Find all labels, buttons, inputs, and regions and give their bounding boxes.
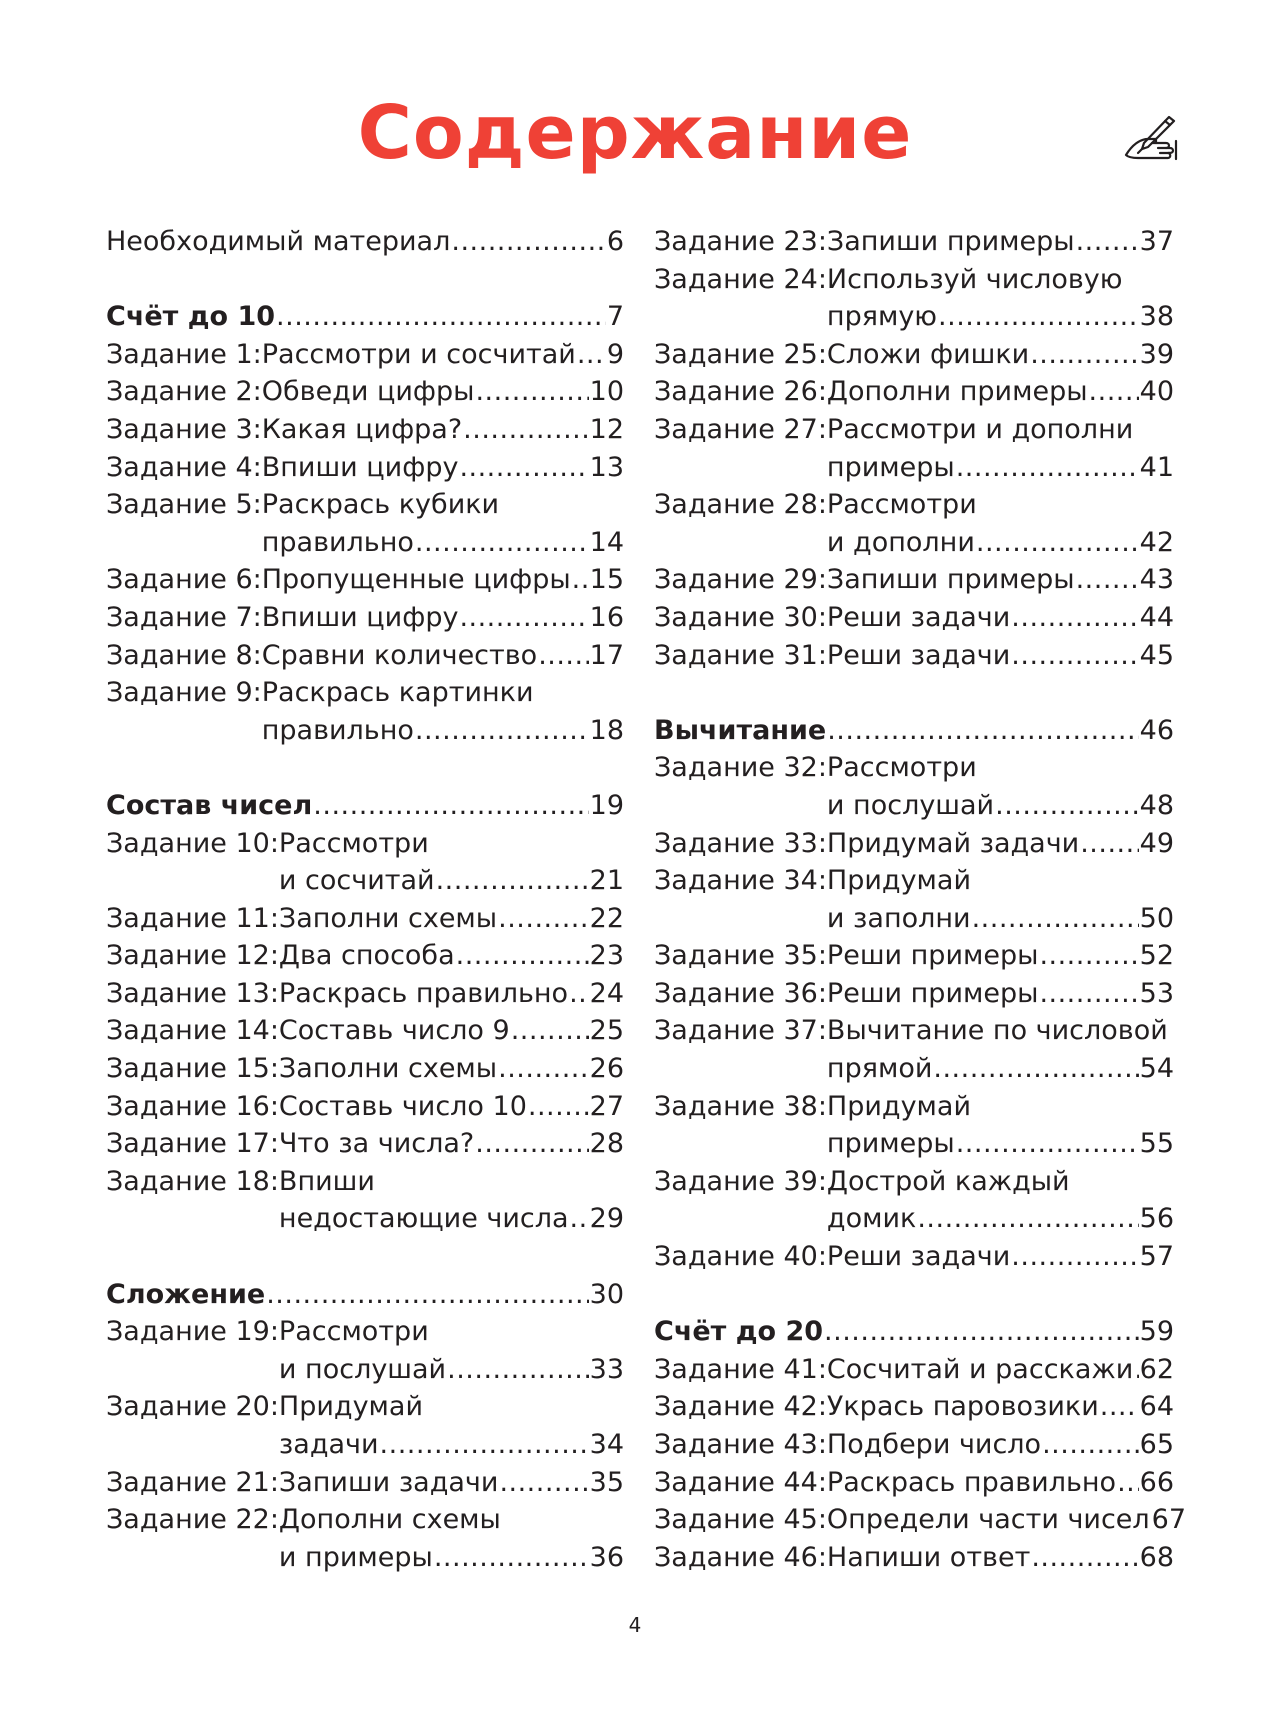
toc-entry[interactable] (106, 449, 624, 487)
toc-entry[interactable] (106, 1125, 624, 1163)
toc-entry-continuation[interactable] (106, 1426, 624, 1464)
toc-entry-title-cont: и послушай (826, 789, 995, 821)
toc-entry[interactable] (654, 561, 1174, 599)
toc-entry-title: Дострой каждый (826, 1165, 1070, 1197)
toc-page-number: 14 (589, 526, 624, 558)
toc-entry[interactable] (106, 825, 624, 863)
toc-page-number: 25 (589, 1015, 624, 1047)
toc-entry[interactable] (654, 1012, 1174, 1050)
toc-leader-dots (475, 1125, 588, 1163)
toc-entry-continuation[interactable] (106, 1200, 624, 1238)
toc-section[interactable] (106, 787, 624, 825)
toc-entry-prefix: Задание 30: (654, 601, 827, 633)
toc-entry-prefix: Задание 44: (654, 1466, 827, 1498)
toc-entry-title: Что за числа? (278, 1128, 475, 1160)
toc-entry[interactable] (106, 1012, 624, 1050)
toc-entry-prefix: Задание 21: (106, 1466, 279, 1498)
toc-leader-dots (1030, 336, 1138, 374)
toc-entry-title: Пропущенные цифры (261, 564, 571, 596)
toc-entry-prefix: Задание 10: (106, 827, 279, 859)
toc-entry-prefix: Задание 13: (106, 977, 279, 1009)
toc-entry[interactable] (106, 1050, 624, 1088)
toc-entry-title: Рассмотри (826, 752, 977, 784)
toc-section-title: Вычитание (654, 714, 827, 746)
toc-leader-dots (1080, 825, 1138, 863)
toc-entry-title: Рассмотри (278, 1316, 429, 1348)
toc-page-number: 53 (1139, 977, 1174, 1009)
toc-page-number: 39 (1139, 338, 1174, 370)
toc-entry-prefix: Задание 1: (106, 338, 262, 370)
toc-entry-prefix: Задание 3: (106, 413, 262, 445)
toc-leader-dots (434, 1539, 589, 1577)
toc-entry-continuation[interactable] (654, 787, 1174, 825)
toc-entry-title: Запиши задачи (278, 1466, 499, 1498)
toc-entry-title-cont: и заполни (826, 902, 971, 934)
toc-entry[interactable] (106, 373, 624, 411)
toc-entry-title: Раскрась правильно (826, 1466, 1117, 1498)
toc-page-number: 23 (589, 940, 624, 972)
writing-hand-icon (1122, 115, 1180, 163)
toc-entry-title: Напиши ответ (826, 1541, 1031, 1573)
toc-page-number: 30 (589, 1278, 624, 1310)
toc-entry[interactable] (106, 975, 624, 1013)
toc-entry-title: Придумай (278, 1391, 424, 1423)
toc-page-number: 48 (1139, 789, 1174, 821)
toc-entry[interactable] (654, 1088, 1174, 1126)
toc-entry-prefix: Задание 5: (106, 489, 262, 521)
toc-page-number: 18 (589, 714, 624, 746)
toc-leader-dots (459, 599, 588, 637)
toc-page-number: 37 (1139, 226, 1174, 257)
toc-entry[interactable] (654, 373, 1174, 411)
toc-entry-prefix: Задание 16: (106, 1090, 279, 1122)
toc-leader-dots (972, 900, 1139, 938)
toc-entry[interactable] (654, 1163, 1174, 1201)
toc-leader-dots (956, 1125, 1139, 1163)
toc-entry-title: Рассмотри и сосчитай (261, 338, 576, 370)
toc-section-title: Счёт до 10 (106, 301, 276, 333)
toc-leader-dots (266, 1276, 588, 1314)
toc-gap (654, 674, 1174, 712)
toc-leader-dots (976, 524, 1139, 562)
toc-leader-dots (463, 411, 588, 449)
toc-entry-title: Заполни схемы (278, 902, 498, 934)
toc-left-column (106, 223, 624, 1576)
toc-entry-prefix: Задание 40: (654, 1241, 827, 1273)
toc-entry-prefix: Задание 43: (654, 1429, 827, 1460)
toc-leader-dots (1117, 1464, 1139, 1502)
toc-leader-dots (956, 449, 1139, 487)
toc-entry[interactable] (654, 599, 1174, 637)
toc-entry-title: Какая цифра? (261, 413, 463, 445)
toc-leader-dots (1011, 599, 1138, 637)
toc-page-number: 68 (1139, 1541, 1174, 1573)
toc-leader-dots (570, 1200, 589, 1238)
toc-section[interactable] (654, 1313, 1174, 1351)
toc-page-number: 40 (1139, 376, 1174, 408)
toc-entry[interactable] (106, 223, 624, 261)
toc-page-number: 62 (1139, 1353, 1174, 1385)
toc-entry[interactable] (106, 1313, 624, 1351)
toc-entry-prefix: Задание 37: (654, 1015, 827, 1047)
toc-entry-title: Впиши цифру (261, 451, 459, 483)
toc-entry-title-cont: прямую (826, 301, 938, 333)
toc-entry-continuation[interactable] (654, 524, 1174, 562)
toc-entry-prefix: Задание 22: (106, 1504, 279, 1536)
toc-entry-prefix: Задание 35: (654, 940, 827, 972)
toc-entry[interactable] (654, 975, 1174, 1013)
toc-leader-dots (917, 1200, 1138, 1238)
toc-leader-dots (538, 637, 588, 675)
toc-entry-title: Заполни схемы (278, 1053, 498, 1085)
toc-entry-title: Укрась паровозики (826, 1391, 1099, 1423)
toc-entry[interactable] (654, 1464, 1174, 1502)
toc-leader-dots (1011, 637, 1138, 675)
toc-entry-continuation[interactable] (654, 298, 1174, 336)
toc-gap (654, 1276, 1174, 1314)
toc-entry[interactable] (106, 1501, 624, 1539)
toc-entry-prefix: Задание 41: (654, 1353, 827, 1385)
toc-entry[interactable] (106, 411, 624, 449)
toc-entry-title-cont: задачи (278, 1429, 379, 1460)
toc-entry-title: Впиши (278, 1165, 375, 1197)
toc-entry-title: Рассмотри (826, 489, 977, 521)
toc-page-number: 13 (589, 451, 624, 483)
toc-entry[interactable] (654, 411, 1174, 449)
toc-page-number: 10 (589, 376, 624, 408)
toc-leader-dots (451, 223, 605, 261)
toc-page-number: 9 (606, 338, 624, 370)
toc-page-number: 42 (1139, 526, 1174, 558)
toc-gap (106, 1238, 624, 1276)
toc-leader-dots (456, 937, 589, 975)
toc-page-number: 49 (1139, 827, 1174, 859)
toc-gap (106, 261, 624, 299)
toc-entry-continuation[interactable] (106, 862, 624, 900)
toc-entry-prefix: Задание 23: (654, 226, 827, 257)
toc-entry-title-cont: и дополни (826, 526, 975, 558)
toc-entry-title: Реши задачи (826, 639, 1011, 671)
toc-entry-title: Сосчитай и расскажи (826, 1353, 1134, 1385)
toc-entry-prefix: Задание 34: (654, 865, 827, 897)
toc-entry-title: Рассмотри и дополни (826, 413, 1134, 445)
toc-entry[interactable] (654, 486, 1174, 524)
toc-leader-dots (276, 298, 606, 336)
toc-leader-dots (528, 1088, 589, 1126)
toc-page-number: 35 (589, 1466, 624, 1498)
toc-page-number: 21 (589, 865, 624, 897)
toc-leader-dots (498, 900, 589, 938)
toc-entry[interactable] (654, 1351, 1174, 1389)
toc-entry-prefix: Задание 12: (106, 940, 279, 972)
toc-page-number: 26 (589, 1053, 624, 1085)
toc-entry-title: Составь число 10 (278, 1090, 527, 1122)
toc-section-title: Сложение (106, 1278, 266, 1310)
toc-page-number: 17 (589, 639, 624, 671)
toc-entry-title: Запиши примеры (826, 564, 1075, 596)
toc-page-number: 54 (1139, 1053, 1174, 1085)
toc-page-number: 28 (589, 1128, 624, 1160)
toc-leader-dots (498, 1050, 589, 1088)
toc-entry[interactable] (654, 637, 1174, 675)
toc-entry-prefix: Задание 11: (106, 902, 279, 934)
toc-entry-title-cont: правильно (261, 526, 414, 558)
toc-entry[interactable] (654, 1388, 1174, 1426)
toc-entry-title-cont: правильно (261, 714, 414, 746)
toc-leader-dots (1076, 223, 1139, 261)
toc-entry[interactable] (654, 1426, 1174, 1464)
toc-entry-title: Реши примеры (826, 940, 1039, 972)
toc-entry-title: Впиши цифру (261, 601, 459, 633)
toc-section[interactable] (106, 298, 624, 336)
toc-entry[interactable] (106, 336, 624, 374)
toc-page-number: 57 (1139, 1241, 1174, 1273)
toc-entry-prefix: Задание 18: (106, 1165, 279, 1197)
toc-page-number: 27 (589, 1090, 624, 1122)
toc-entry-prefix: Задание 26: (654, 376, 827, 408)
toc-entry-title: Сложи фишки (826, 338, 1030, 370)
toc-page-number: 67 (1151, 1504, 1187, 1536)
toc-entry[interactable] (654, 1539, 1174, 1577)
toc-entry[interactable] (106, 674, 624, 712)
toc-entry-continuation[interactable] (654, 1200, 1174, 1238)
toc-entry-prefix: Задание 42: (654, 1391, 827, 1423)
toc-entry-title: Определи части чисел (826, 1504, 1150, 1536)
toc-leader-dots (933, 1050, 1138, 1088)
toc-entry-prefix: Задание 27: (654, 413, 827, 445)
toc-entry-continuation[interactable] (106, 524, 624, 562)
toc-entry-prefix: Задание 2: (106, 376, 262, 408)
toc-entry-title: Обведи цифры (261, 376, 475, 408)
toc-entry-prefix: Задание 38: (654, 1090, 827, 1122)
toc-entry-title: Составь число 9 (278, 1015, 510, 1047)
toc-section-title: Состав чисел (106, 789, 313, 821)
toc-leader-dots (824, 1313, 1139, 1351)
toc-page-number: 24 (589, 977, 624, 1009)
toc-leader-dots (499, 1464, 588, 1502)
toc-entry-prefix: Задание 20: (106, 1391, 279, 1423)
toc-page-number: 45 (1139, 639, 1174, 671)
toc-entry-title-cont: и примеры (278, 1541, 433, 1573)
toc-entry[interactable] (654, 261, 1174, 299)
toc-entry[interactable] (106, 486, 624, 524)
toc-leader-dots (415, 712, 589, 750)
toc-page-number: 6 (606, 226, 624, 257)
toc-entry-prefix: Задание 29: (654, 564, 827, 596)
toc-entry-title: Реши задачи (826, 601, 1011, 633)
toc-entry-continuation[interactable] (654, 900, 1174, 938)
toc-entry-title-cont: примеры (826, 1128, 955, 1160)
toc-entry-prefix: Задание 14: (106, 1015, 279, 1047)
toc-page-number: 33 (589, 1353, 624, 1385)
toc-gap (106, 749, 624, 787)
toc-leader-dots (827, 712, 1138, 750)
toc-page-number: 34 (589, 1429, 624, 1460)
toc-page-number: 29 (589, 1203, 624, 1235)
toc-entry-title-cont: прямой (826, 1053, 933, 1085)
toc-entry-title-cont: недостающие числа (278, 1203, 569, 1235)
toc-leader-dots (995, 787, 1139, 825)
toc-leader-dots (1134, 1351, 1138, 1389)
toc-entry-title: Запиши примеры (826, 226, 1075, 257)
toc-entry[interactable] (106, 599, 624, 637)
toc-page-number: 36 (589, 1541, 624, 1573)
toc-entry-title: Необходимый материал (106, 226, 451, 257)
toc-page-number: 43 (1139, 564, 1174, 596)
toc-leader-dots (1031, 1539, 1138, 1577)
toc-entry-title: Вычитание по числовой (826, 1015, 1168, 1047)
toc-entry-prefix: Задание 32: (654, 752, 827, 784)
toc-entry-title: Придумай (826, 865, 972, 897)
toc-page-number: 55 (1139, 1128, 1174, 1160)
toc-entry[interactable] (654, 223, 1174, 261)
toc-leader-dots (1076, 561, 1139, 599)
toc-entry[interactable] (106, 637, 624, 675)
toc-leader-dots (459, 449, 588, 487)
toc-entry-continuation[interactable] (106, 1351, 624, 1389)
toc-entry-prefix: Задание 7: (106, 601, 262, 633)
toc-section-title: Счёт до 20 (654, 1316, 824, 1348)
toc-entry-prefix: Задание 33: (654, 827, 827, 859)
toc-entry-title-cont: домик (826, 1203, 917, 1235)
toc-page-number: 22 (589, 902, 624, 934)
toc-leader-dots (511, 1012, 589, 1050)
toc-entry-title: Реши задачи (826, 1241, 1011, 1273)
toc-entry[interactable] (654, 937, 1174, 975)
toc-entry[interactable] (654, 336, 1174, 374)
toc-entry-prefix: Задание 28: (654, 489, 827, 521)
toc-entry[interactable] (106, 561, 624, 599)
toc-leader-dots (569, 975, 589, 1013)
toc-entry-title: Придумай (826, 1090, 972, 1122)
toc-page-number: 65 (1139, 1429, 1174, 1460)
toc-entry[interactable] (106, 1388, 624, 1426)
toc-entry-prefix: Задание 24: (654, 263, 827, 295)
toc-entry-title: Придумай задачи (826, 827, 1080, 859)
toc-entry-title: Раскрась картинки (261, 677, 534, 709)
toc-page-number: 50 (1139, 902, 1174, 934)
toc-entry[interactable] (106, 1163, 624, 1201)
toc-entry-title: Сравни количество (261, 639, 538, 671)
toc-entry-prefix: Задание 19: (106, 1316, 279, 1348)
toc-entry-title: Подбери число (826, 1429, 1042, 1460)
toc-entry[interactable] (654, 749, 1174, 787)
toc-section[interactable] (106, 1276, 624, 1314)
toc-entry-prefix: Задание 6: (106, 564, 262, 596)
toc-entry-title: Два способа (278, 940, 455, 972)
toc-leader-dots (1011, 1238, 1138, 1276)
toc-leader-dots (436, 862, 589, 900)
toc-entry-prefix: Задание 46: (654, 1541, 827, 1573)
toc-page-number: 46 (1139, 714, 1174, 746)
toc-entry[interactable] (106, 1464, 624, 1502)
toc-entry-prefix: Задание 45: (654, 1504, 827, 1536)
toc-entry-prefix: Задание 39: (654, 1165, 827, 1197)
toc-entry-title: Рассмотри (278, 827, 429, 859)
toc-entry-title: Раскрась кубики (261, 489, 500, 521)
toc-entry-prefix: Задание 4: (106, 451, 262, 483)
toc-page-number: 19 (589, 789, 624, 821)
toc-right-column (654, 223, 1187, 1576)
toc-page-number: 56 (1139, 1203, 1174, 1235)
toc-entry-title: Используй числовую (826, 263, 1123, 295)
toc-entry-continuation[interactable] (106, 1539, 624, 1577)
toc-entry-title: Дополни примеры (826, 376, 1088, 408)
toc-leader-dots (1039, 975, 1138, 1013)
toc-leader-dots (1042, 1426, 1139, 1464)
toc-page-number: 15 (589, 564, 624, 596)
toc-entry-continuation[interactable] (654, 1125, 1174, 1163)
toc-leader-dots (1089, 373, 1139, 411)
toc-section[interactable] (654, 712, 1174, 750)
toc-leader-dots (572, 561, 589, 599)
page-number: 4 (628, 1613, 642, 1637)
toc-entry[interactable] (654, 825, 1174, 863)
toc-entry-prefix: Задание 36: (654, 977, 827, 1009)
toc-leader-dots (1039, 937, 1138, 975)
toc-entry-prefix: Задание 15: (106, 1053, 279, 1085)
toc-page-number: 41 (1139, 451, 1174, 483)
toc-entry-prefix: Задание 31: (654, 639, 827, 671)
toc-entry-continuation[interactable] (106, 712, 624, 750)
toc-entry-continuation[interactable] (654, 449, 1174, 487)
toc-entry[interactable] (654, 862, 1174, 900)
toc-page-number: 16 (589, 601, 624, 633)
toc-entry-prefix: Задание 9: (106, 677, 262, 709)
toc-page-number: 64 (1139, 1391, 1174, 1423)
toc-leader-dots (415, 524, 589, 562)
toc-entry-continuation[interactable] (654, 1050, 1174, 1088)
toc-page-number: 38 (1139, 301, 1174, 333)
page-title: Содержание (357, 90, 913, 176)
toc-entry-title: Дополни схемы (278, 1504, 501, 1536)
toc-entry-title-cont: и послушай (278, 1353, 447, 1385)
toc-leader-dots (475, 373, 588, 411)
toc-entry[interactable] (654, 1238, 1174, 1276)
toc-leader-dots (447, 1351, 589, 1389)
toc-entry-prefix: Задание 25: (654, 338, 827, 370)
toc-page-number: 52 (1139, 940, 1174, 972)
toc-entry-title-cont: и сосчитай (278, 865, 435, 897)
toc-entry-prefix: Задание 17: (106, 1128, 279, 1160)
toc-entry-title: Раскрась правильно (278, 977, 569, 1009)
toc-entry-title: Реши примеры (826, 977, 1039, 1009)
toc-leader-dots (313, 787, 588, 825)
toc-entry[interactable] (106, 900, 624, 938)
toc-page-number: 44 (1139, 601, 1174, 633)
toc-entry-title-cont: примеры (826, 451, 955, 483)
toc-leader-dots (938, 298, 1139, 336)
toc-leader-dots (577, 336, 606, 374)
toc-page-number: 7 (606, 301, 624, 333)
toc-leader-dots (380, 1426, 589, 1464)
toc-leader-dots (1100, 1388, 1139, 1426)
toc-entry-prefix: Задание 8: (106, 639, 262, 671)
toc-entry[interactable] (106, 937, 624, 975)
toc-entry[interactable] (106, 1088, 624, 1126)
toc-page-number: 12 (589, 413, 624, 445)
toc-page-number: 66 (1139, 1466, 1174, 1498)
toc-entry[interactable] (654, 1501, 1187, 1539)
toc-page-number: 59 (1139, 1316, 1174, 1348)
